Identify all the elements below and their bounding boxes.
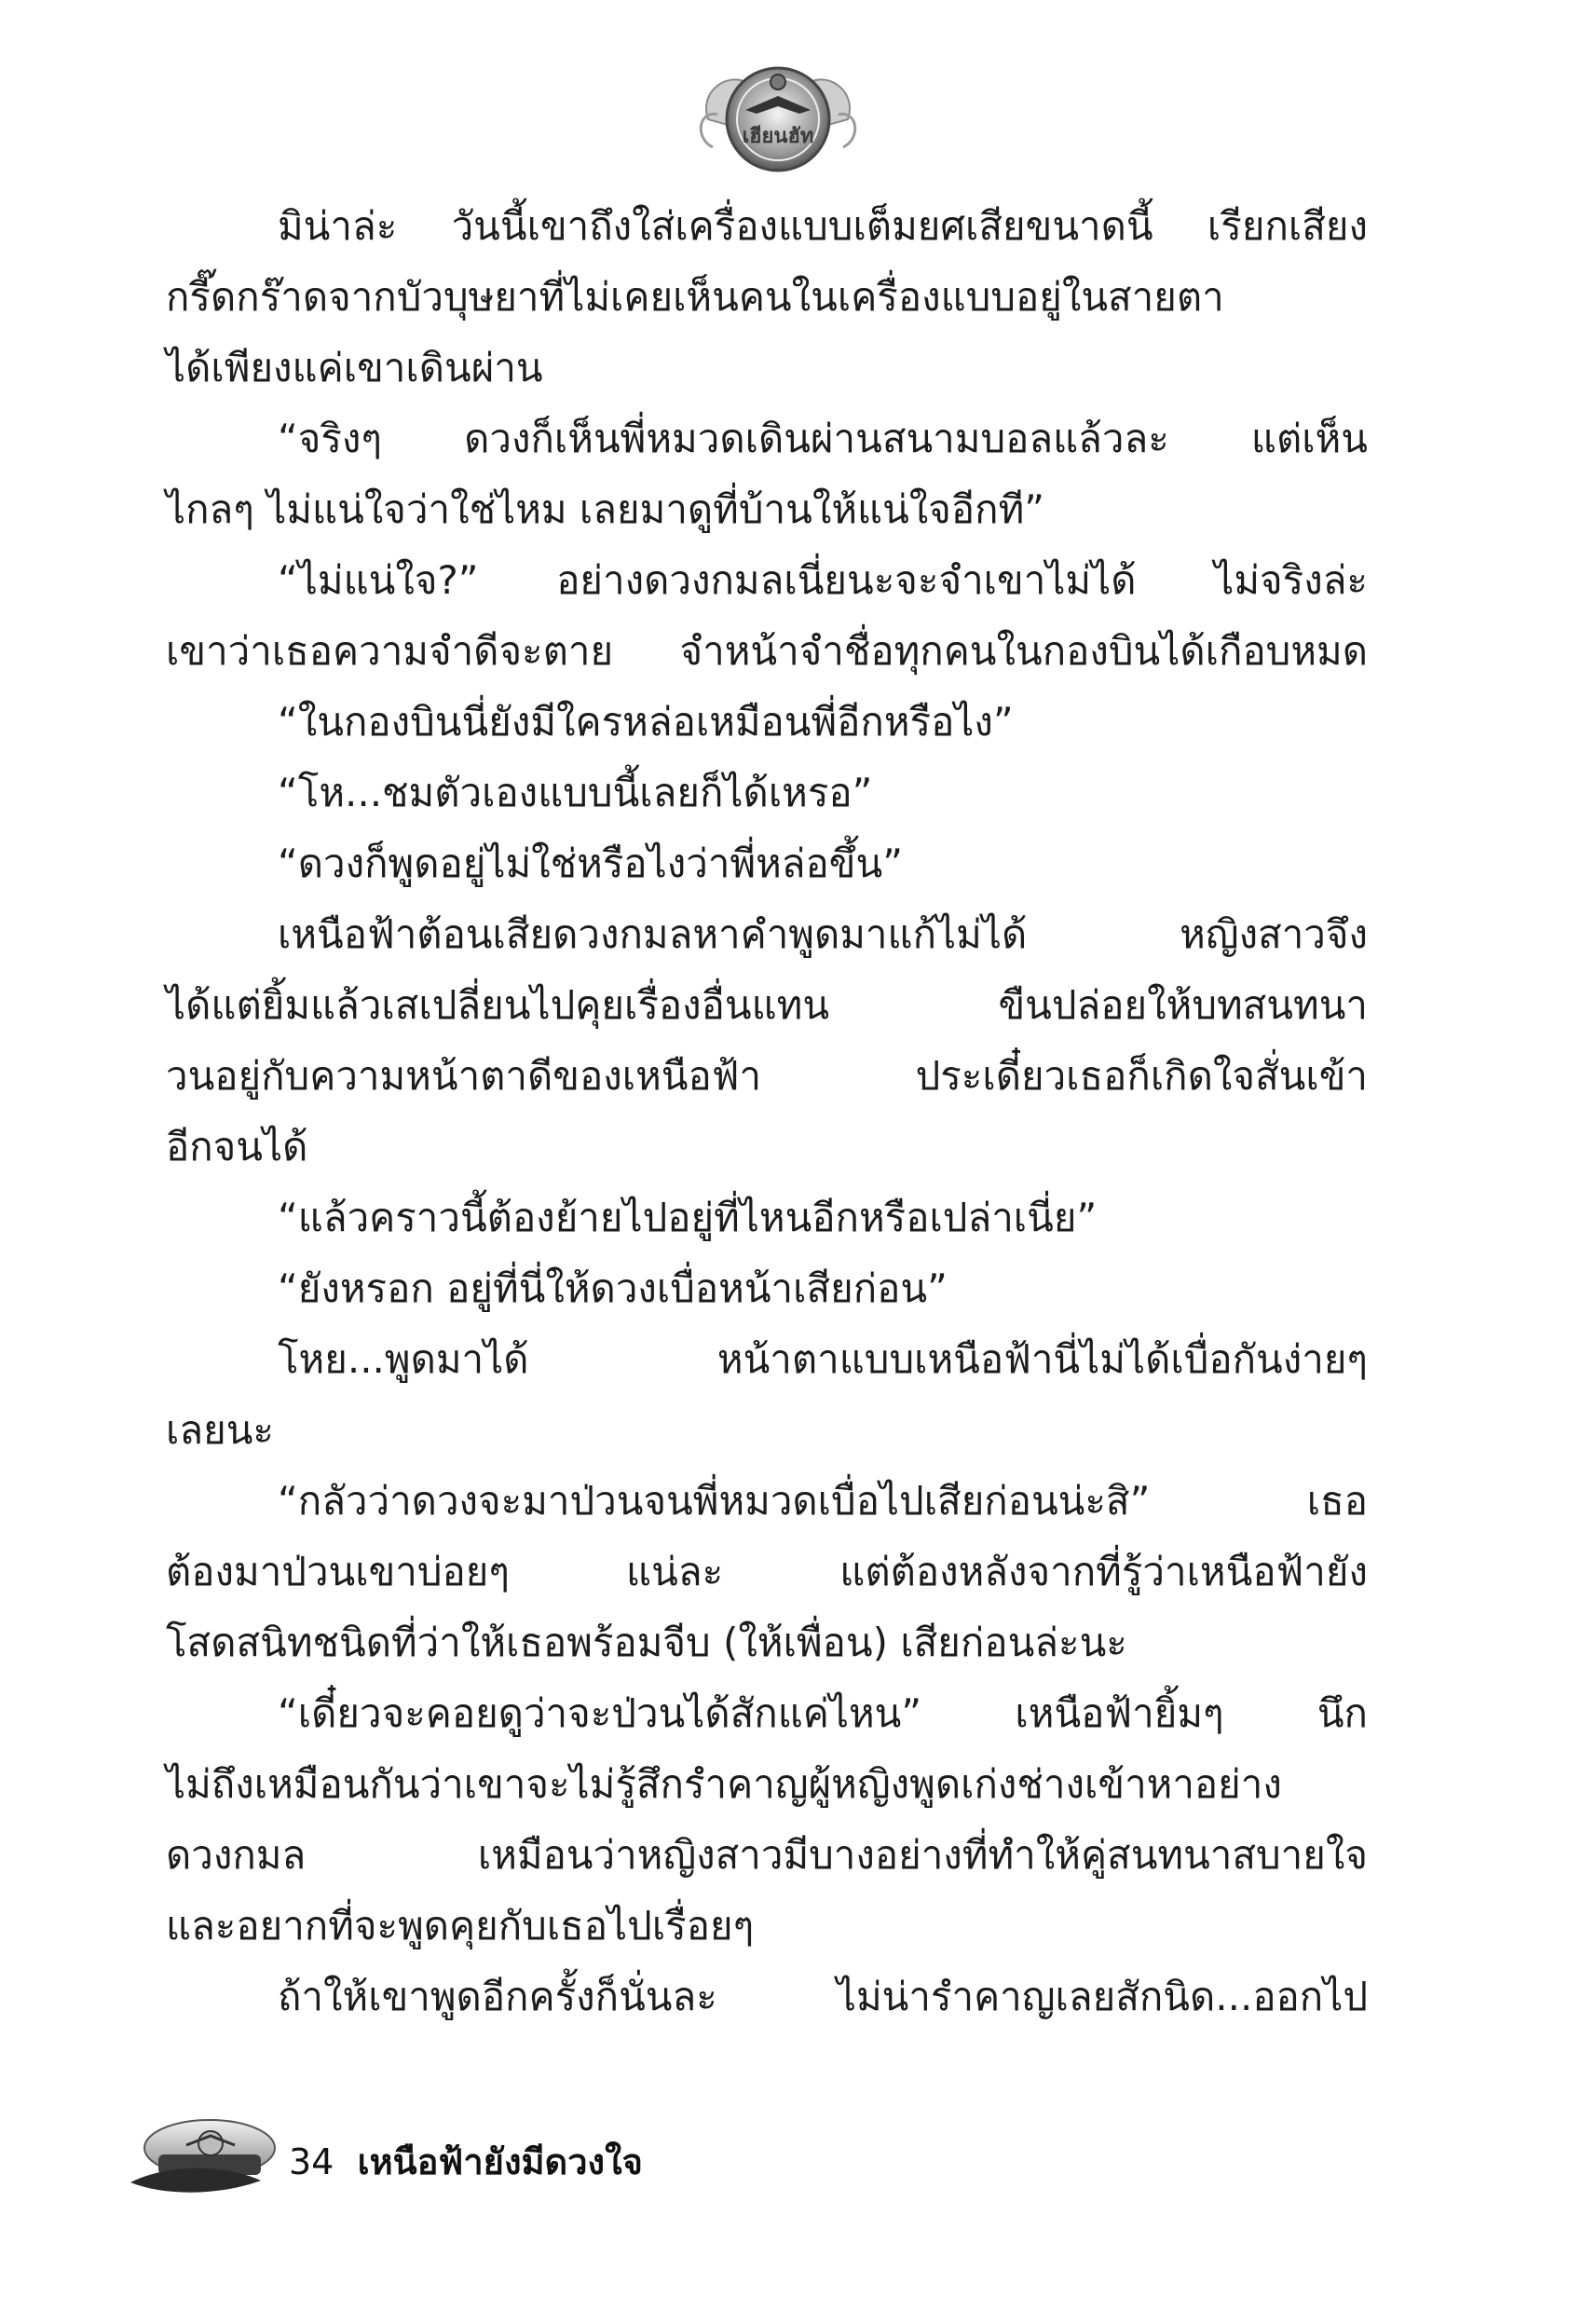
text-line: “ดวงก็พูดอยู่ไม่ใช่หรือไงว่าพี่หล่อขึ้น”: [278, 841, 903, 886]
military-cap-icon: [121, 2106, 280, 2208]
page-number: 34: [289, 2141, 334, 2182]
text-line: เหนือฟ้าต้อนเสียดวงกมลหาคำพูดมาแก้ไม่ได้ หญิงสาวจึง: [278, 911, 1368, 957]
text-line: กรี๊ดกร๊าดจากบัวบุษยาที่ไม่เคยเห็นคนในเครื่องแบบอยู่ในสายตา: [166, 274, 1224, 320]
text-line: “ในกองบินนี่ยังมีใครหล่อเหมือนพี่อีกหรือไง”: [278, 699, 1014, 745]
emblem-text: เฮียนฮัท: [742, 125, 814, 148]
text-line: “ไม่แน่ใจ?” อย่างดวงกมลเนี่ยนะจะจำเขาไม่ได้ ไม่จริงล่ะ: [278, 557, 1368, 603]
text-line: “แล้วคราวนี้ต้องย้ายไปอยู่ที่ไหนอีกหรือเปล่าเนี่ย”: [278, 1195, 1098, 1240]
text-line: โหย...พูดมาได้ หน้าตาแบบเหนือฟ้านี่ไม่ได้เบื่อกันง่ายๆ: [278, 1336, 1368, 1382]
aviation-wing-crest-icon: [689, 45, 866, 185]
text-line: ดวงกมล เหมือนว่าหญิงสาวมีบางอย่างที่ทำให้คู่สนทนาสบายใจ: [166, 1832, 1368, 1878]
text-line: “โห...ชมตัวเองแบบนี้เลยก็ได้เหรอ”: [278, 770, 873, 815]
text-line: เลยนะ: [166, 1407, 274, 1453]
text-line: “ยังหรอก อยู่ที่นี่ให้ดวงเบื่อหน้าเสียก่อน”: [278, 1265, 948, 1311]
folio: [289, 2134, 643, 2190]
text-line: ไม่ถึงเหมือนกันว่าเขาจะไม่รู้สึกรำคาญผู้หญิงพูดเก่งช่างเข้าหาอย่าง: [166, 1761, 1282, 1807]
text-line: ไกลๆ ไม่แน่ใจว่าใช่ไหม เลยมาดูที่บ้านให้แน่ใจอีกที”: [166, 486, 1045, 532]
text-line: ถ้าให้เขาพูดอีกครั้งก็นั่นละ ไม่น่ารำคาญเลยสักนิด...ออกไป: [278, 1974, 1368, 2019]
text-line: เขาว่าเธอความจำดีจะตาย จำหน้าจำชื่อทุกคนในกองบินได้เกือบหมด: [166, 628, 1368, 674]
body-text: [166, 191, 1368, 2032]
text-line: “กลัวว่าดวงจะมาป่วนจนพี่หมวดเบื่อไปเสียก่อนน่ะสิ” เธอ: [278, 1478, 1368, 1524]
text-line: วนอยู่กับความหน้าตาดีของเหนือฟ้า ประเดี๋ยวเธอก็เกิดใจสั่นเข้า: [166, 1053, 1368, 1099]
text-line: “เดี๋ยวจะคอยดูว่าจะป่วนได้สักแค่ไหน” เหนือฟ้ายิ้มๆ นึก: [278, 1690, 1368, 1736]
text-line: มิน่าล่ะ วันนี้เขาถึงใส่เครื่องแบบเต็มยศเสียขนาดนี้ เรียกเสียง: [278, 203, 1368, 249]
text-line: อีกจนได้: [166, 1124, 308, 1169]
page-footer: [121, 2106, 773, 2208]
text-line: ได้เพียงแค่เขาเดินผ่าน: [166, 345, 543, 390]
text-line: “จริงๆ ดวงก็เห็นพี่หมวดเดินผ่านสนามบอลแล้วละ แต่เห็น: [278, 416, 1368, 461]
book-title: เหนือฟ้ายังมีดวงใจ: [357, 2141, 643, 2182]
text-line: ได้แต่ยิ้มแล้วเสเปลี่ยนไปคุยเรื่องอื่นแทน ขืนปล่อยให้บทสนทนา: [166, 982, 1368, 1028]
text-line: โสดสนิทชนิดที่ว่าให้เธอพร้อมจีบ (ให้เพื่อน) เสียก่อนล่ะนะ: [166, 1620, 1127, 1665]
text-line: ต้องมาป่วนเขาบ่อยๆ แน่ละ แต่ต้องหลังจากที่รู้ว่าเหนือฟ้ายัง: [166, 1549, 1368, 1594]
text-line: และอยากที่จะพูดคุยกับเธอไปเรื่อยๆ: [166, 1903, 755, 1949]
